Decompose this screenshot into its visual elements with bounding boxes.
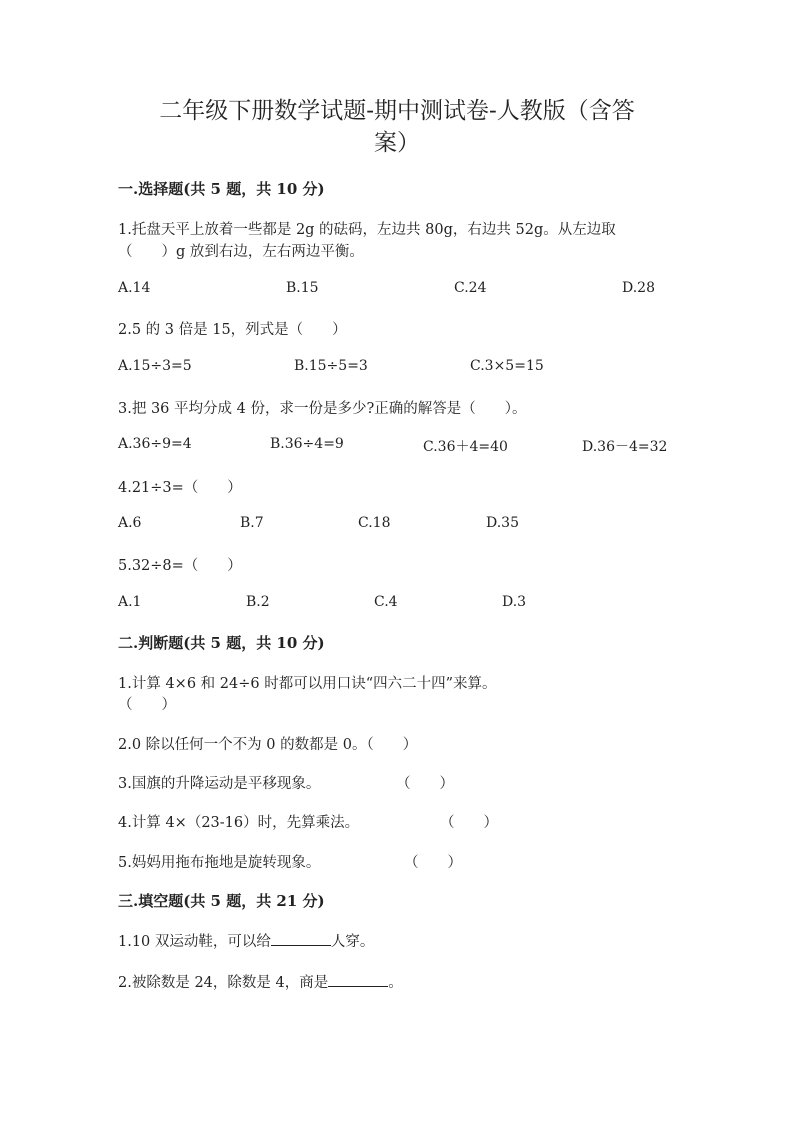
answer-blank[interactable] bbox=[271, 931, 331, 946]
option-1-5-d[interactable]: D.3 bbox=[502, 594, 527, 610]
option-1-3-b[interactable]: B.36÷4=9 bbox=[270, 436, 344, 452]
answer-blank[interactable] bbox=[328, 972, 388, 987]
option-1-2-c[interactable]: C.3×5=15 bbox=[470, 358, 544, 374]
option-1-5-a[interactable]: A.1 bbox=[118, 594, 142, 610]
question-3-1 bbox=[118, 930, 374, 951]
section-heading-choice: 一.选择题(共 5 题，共 10 分) bbox=[118, 180, 325, 198]
question-2-1-line1: 1.计算 4×6 和 24÷6 时都可以用口诀“四六二十四”来算。 bbox=[118, 676, 497, 692]
option-1-1-b[interactable]: B.15 bbox=[286, 280, 319, 296]
question-1-2: 2.5 的 3 倍是 15，列式是（ ） bbox=[118, 322, 347, 338]
question-1-1-line2: （ ）g 放到右边，左右两边平衡。 bbox=[118, 244, 364, 260]
option-1-3-c[interactable]: C.36＋4=40 bbox=[423, 439, 508, 455]
question-2-3-answer[interactable]: （ ） bbox=[396, 776, 454, 792]
option-1-3-d[interactable]: D.36－4=32 bbox=[582, 439, 668, 455]
question-2-5: 5.妈妈用拖布拖地是旋转现象。 bbox=[118, 855, 321, 871]
option-1-4-b[interactable]: B.7 bbox=[240, 515, 264, 531]
option-1-1-d[interactable]: D.28 bbox=[622, 280, 655, 296]
option-1-3-a[interactable]: A.36÷9=4 bbox=[118, 436, 192, 452]
option-1-5-c[interactable]: C.4 bbox=[374, 594, 398, 610]
option-1-5-b[interactable]: B.2 bbox=[246, 594, 270, 610]
question-1-3: 3.把 36 平均分成 4 份，求一份是多少?正确的解答是（ ）。 bbox=[118, 401, 527, 417]
question-3-1-prefix: 1.10 双运动鞋，可以给 bbox=[118, 934, 271, 950]
option-1-4-c[interactable]: C.18 bbox=[358, 515, 391, 531]
option-1-2-b[interactable]: B.15÷5=3 bbox=[294, 358, 368, 374]
option-1-1-c[interactable]: C.24 bbox=[454, 280, 487, 296]
question-3-2-prefix: 2.被除数是 24，除数是 4，商是 bbox=[118, 975, 329, 991]
question-1-5: 5.32÷8=（ ） bbox=[118, 558, 242, 574]
question-2-4-answer[interactable]: （ ） bbox=[440, 815, 498, 831]
question-2-5-answer[interactable]: （ ） bbox=[404, 855, 462, 871]
section-heading-judgement: 二.判断题(共 5 题，共 10 分) bbox=[118, 634, 325, 652]
question-3-1-suffix: 人穿。 bbox=[330, 934, 375, 950]
question-3-2 bbox=[118, 971, 403, 992]
question-2-3: 3.国旗的升降运动是平移现象。 bbox=[118, 776, 321, 792]
title-line-2: 案） bbox=[374, 130, 420, 156]
option-1-4-a[interactable]: A.6 bbox=[118, 515, 142, 531]
option-1-1-a[interactable]: A.14 bbox=[118, 280, 151, 296]
option-1-4-d[interactable]: D.35 bbox=[486, 515, 519, 531]
question-1-1-line1: 1.托盘天平上放着一些都是 2g 的砝码，左边共 80g，右边共 52g。从左边取 bbox=[118, 222, 616, 238]
question-2-4: 4.计算 4×（23-16）时，先算乘法。 bbox=[118, 815, 360, 831]
option-1-2-a[interactable]: A.15÷3=5 bbox=[118, 358, 192, 374]
question-1-4: 4.21÷3=（ ） bbox=[118, 480, 242, 496]
question-3-2-suffix: 。 bbox=[388, 975, 403, 991]
title-line-1: 二年级下册数学试题-期中测试卷-人教版（含答 bbox=[159, 98, 635, 124]
section-heading-fill-in: 三.填空题(共 5 题，共 21 分) bbox=[118, 892, 325, 910]
question-2-2: 2.0 除以任何一个不为 0 的数都是 0。（ ） bbox=[118, 737, 418, 753]
question-2-1-answer[interactable]: （ ） bbox=[118, 697, 176, 713]
page-title bbox=[0, 95, 794, 159]
